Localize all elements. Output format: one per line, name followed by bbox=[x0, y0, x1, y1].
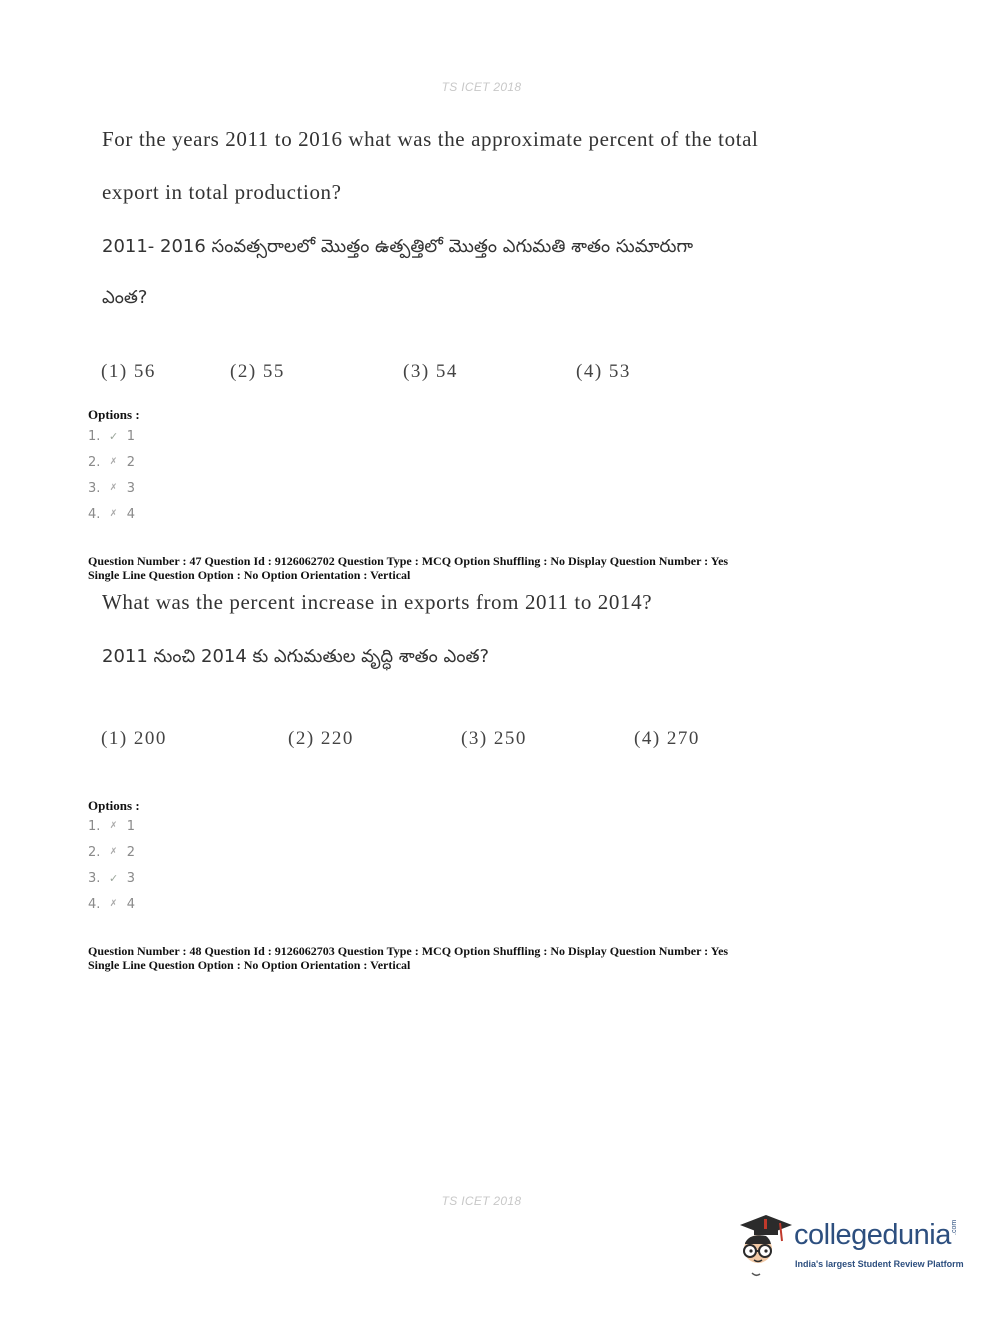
watermark-top: TS ICET 2018 bbox=[441, 80, 522, 94]
question-48-telugu-line1: 2011 నుంచి 2014 కు ఎగుమతుల వృద్ధి శాతం ఎంత? bbox=[102, 646, 490, 667]
option-label: 3 bbox=[126, 481, 135, 496]
question-47-option-4 bbox=[88, 507, 135, 522]
option-label: 2 bbox=[126, 845, 135, 860]
question-47-telugu-line1: 2011- 2016 సంవత్సరాలలో మొత్తం ఉత్పత్తిలో మొత్తం ఎగుమతి శాతం సుమారుగా bbox=[102, 236, 694, 257]
question-48-option-3 bbox=[88, 871, 135, 886]
question-48-english-line1: What was the percent increase in exports from 2011 to 2014? bbox=[102, 590, 653, 614]
question-48-option-1 bbox=[88, 819, 135, 834]
question-47-choice-1: (1) 56 bbox=[101, 361, 156, 382]
question-47-english-line2: export in total production? bbox=[102, 180, 342, 204]
option-number: 3. bbox=[88, 481, 101, 496]
option-number: 3. bbox=[88, 871, 101, 886]
student-mascot-icon bbox=[736, 1211, 796, 1281]
question-48-choice-3: (3) 250 bbox=[461, 728, 527, 749]
correct-check-icon: ✓ bbox=[108, 430, 119, 443]
question-47-choice-3: (3) 54 bbox=[403, 361, 458, 382]
question-47-metadata bbox=[88, 554, 728, 582]
question-47-telugu-line2: ఎంత? bbox=[102, 287, 148, 308]
option-number: 2. bbox=[88, 845, 101, 860]
question-48-choice-2: (2) 220 bbox=[288, 728, 354, 749]
option-label: 3 bbox=[126, 871, 135, 886]
wrong-cross-icon: ✗ bbox=[109, 899, 118, 909]
question-48-choice-4: (4) 270 bbox=[634, 728, 700, 749]
option-number: 4. bbox=[88, 897, 101, 912]
metadata-line2: Single Line Question Option : No Option Orientation : Vertical bbox=[88, 568, 411, 582]
question-47-options-label: Options : bbox=[88, 407, 140, 422]
question-48-choice-1: (1) 200 bbox=[101, 728, 167, 749]
metadata-line1: Question Number : 48 Question Id : 9126062703 Question Type : MCQ Option Shuffling : No Display Question Number : Yes bbox=[88, 944, 729, 958]
option-number: 1. bbox=[88, 819, 101, 834]
question-48-option-2 bbox=[88, 845, 135, 860]
logo-wordmark: collegedunia bbox=[794, 1219, 951, 1251]
correct-check-icon: ✓ bbox=[108, 872, 119, 885]
option-label: 4 bbox=[126, 897, 135, 912]
question-48-metadata bbox=[88, 944, 728, 972]
wrong-cross-icon: ✗ bbox=[109, 821, 118, 831]
option-number: 2. bbox=[88, 455, 101, 470]
wrong-cross-icon: ✗ bbox=[109, 483, 118, 493]
watermark-bottom: TS ICET 2018 bbox=[441, 1194, 522, 1208]
option-label: 1 bbox=[126, 819, 135, 834]
metadata-line2: Single Line Question Option : No Option Orientation : Vertical bbox=[88, 958, 411, 972]
question-48-option-4 bbox=[88, 897, 135, 912]
wrong-cross-icon: ✗ bbox=[109, 847, 118, 857]
option-label: 2 bbox=[126, 455, 135, 470]
question-48-options-label: Options : bbox=[88, 798, 140, 813]
question-47-choice-4: (4) 53 bbox=[576, 361, 631, 382]
wrong-cross-icon: ✗ bbox=[109, 457, 118, 467]
logo-tagline: India's largest Student Review Platform bbox=[795, 1259, 964, 1269]
metadata-line1: Question Number : 47 Question Id : 9126062702 Question Type : MCQ Option Shuffling : No Display Question Number : Yes bbox=[88, 554, 729, 568]
question-47-option-1 bbox=[88, 429, 135, 444]
question-47-english-line1: For the years 2011 to 2016 what was the approximate percent of the total bbox=[102, 127, 759, 151]
question-47-option-3 bbox=[88, 481, 135, 496]
question-47-option-2 bbox=[88, 455, 135, 470]
option-number: 1. bbox=[88, 429, 101, 444]
question-47-choice-2: (2) 55 bbox=[230, 361, 285, 382]
logo-com-suffix: .com bbox=[951, 1219, 958, 1235]
option-number: 4. bbox=[88, 507, 101, 522]
option-label: 4 bbox=[126, 507, 135, 522]
option-label: 1 bbox=[126, 429, 135, 444]
wrong-cross-icon: ✗ bbox=[109, 509, 118, 519]
collegedunia-logo bbox=[736, 1211, 966, 1281]
